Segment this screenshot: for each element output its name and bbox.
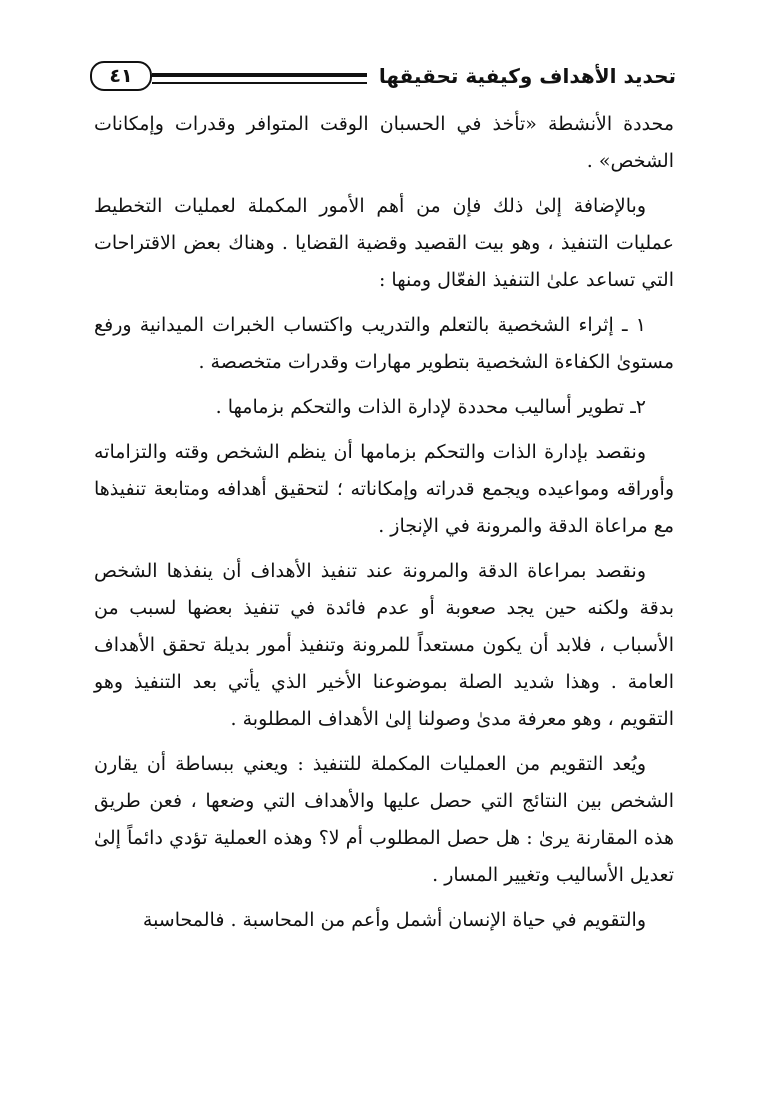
list-item-1: ١ ـ إثراء الشخصية بالتعلم والتدريب واكتساب الخبرات الميدانية ورفع مستوىٰ الكفاءة الشخصية بتطوير مهارات وقدرات متخصصة . bbox=[94, 314, 674, 373]
page-number: ٤١ bbox=[90, 61, 152, 91]
body-text bbox=[94, 106, 674, 947]
paragraph-1: محددة الأنشطة «تأخذ في الحسبان الوقت المتوافر وقدرات وإمكانات الشخص» . bbox=[94, 113, 674, 172]
running-title: تحديد الأهداف وكيفية تحقيقها bbox=[378, 64, 676, 88]
paragraph-4: ونقصد بمراعاة الدقة والمرونة عند تنفيذ الأهداف أن ينفذها الشخص بدقة ولكنه حين يجد صعوبة أو عدم فائدة في تنفيذ بعضها لسبب من الأسباب ، فلابد أن يكون مستعداً للمرونة وتنفيذ أمور بديلة تحقق الأهداف العامة . وهذا شديد الصلة بموضوعنا الأخير الذي يأتي بعد التنفيذ وهو التقويم ، وهو معرفة مدىٰ وصولنا إلىٰ الأهداف المطلوبة . bbox=[94, 560, 674, 730]
paragraph-3: ونقصد بإدارة الذات والتحكم بزمامها أن ينظم الشخص وقته والتزاماته وأوراقه ومواعيده ويجمع قدراته وإمكاناته ؛ لتحقيق أهدافه ومتابعة تنفيذها مع مراعاة الدقة والمرونة في الإنجاز . bbox=[94, 441, 674, 537]
paragraph-2: وبالإضافة إلىٰ ذلك فإن من أهم الأمور المكملة لعمليات التخطيط عمليات التنفيذ ، وهو بيت القصيد وقضية القضايا . وهناك بعض الاقتراحات التي تساعد علىٰ التنفيذ الفعّال ومنها : bbox=[94, 195, 674, 291]
running-header bbox=[90, 56, 676, 96]
paragraph-5: ويُعد التقويم من العمليات المكملة للتنفيذ : ويعني ببساطة أن يقارن الشخص بين النتائج التي حصل عليها والأهداف التي وضعها ، فعن طريق هذه المقارنة يرىٰ : هل حصل المطلوب أم لا؟ وهذه العملية تؤدي دائماً إلىٰ تعديل الأساليب وتغيير المسار . bbox=[94, 753, 674, 886]
header-rule bbox=[152, 73, 367, 84]
paragraph-6: والتقويم في حياة الإنسان أشمل وأعم من المحاسبة . فالمحاسبة bbox=[142, 909, 646, 931]
list-item-2: ٢ـ تطوير أساليب محددة لإدارة الذات والتحكم بزمامها . bbox=[215, 396, 646, 418]
